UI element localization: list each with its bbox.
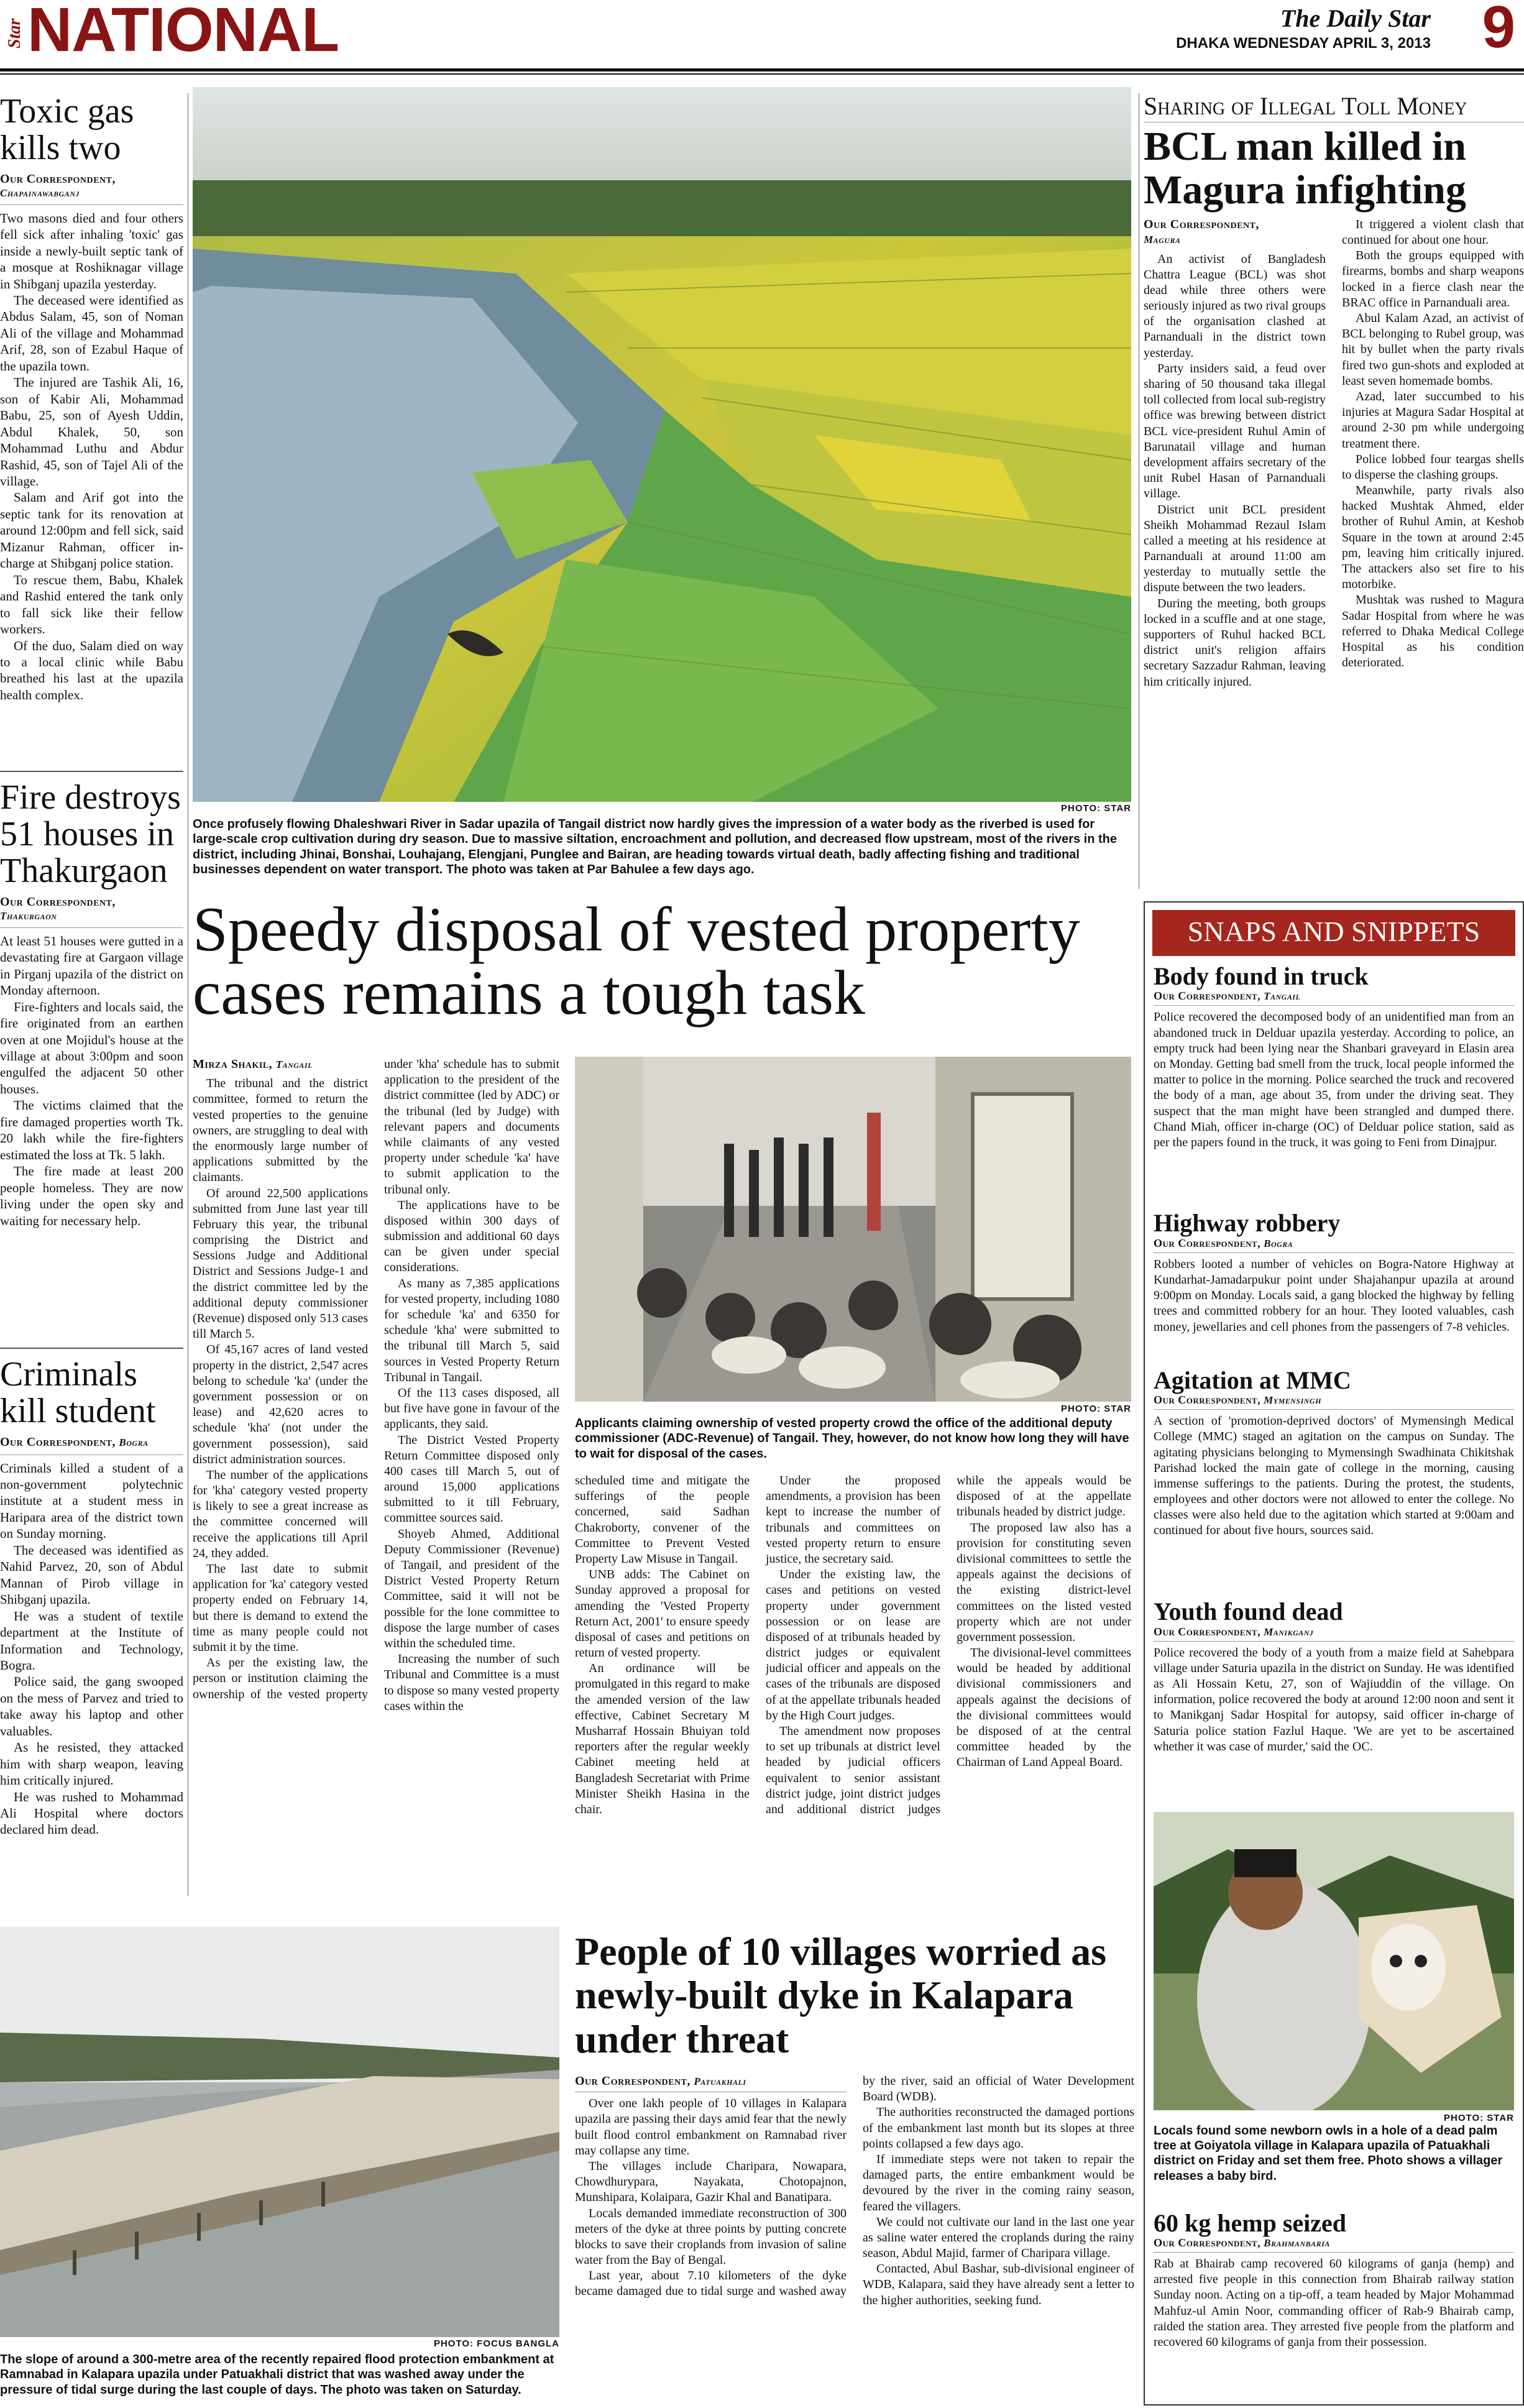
snippet (1154, 2210, 1514, 2381)
byline-location: Thakurgaon (0, 909, 57, 922)
byline: Our Correspondent, Manikganj (1154, 1625, 1514, 1642)
headline: Speedy disposal of vested property cases remains a tough task (193, 898, 1080, 1028)
body: Two masons died and four others fell sick after inhaling 'toxic' gas inside a newly-built septic tank of a mosque at Roshiknagar village in Shibganj upazila yesterday. The deceased were identified as Abdus Salam, 45, son of Noman Ali of the village and Mohammad Arif, 28, son of Ezabul Haque of the upazila town. The injured are Tashik Ali, 16, son of Kabir Ali, Mohammad Babu, 25, son of Ayesh Uddin, Abdul Khalek, 50, son Mohammad Luthu and Abdur Rashid, 45, son of Tajel Ali of the village. Salam and Arif got into the septic tank for its renovation at around 12:00pm and fell sick, said Mizanur Rahman, officer in-charge at Shibganj police station. To rescue them, Babu, Khalek and Rashid entered the tank only to fall sick like their fellow workers. Of the duo, Salam died on way to a local clinic while Babu breathed his last at the upazila health complex. (0, 210, 183, 702)
byline: Our Correspondent, Tangail (1154, 990, 1514, 1006)
byline: Our Correspondent, Thakurgaon (0, 895, 183, 922)
snippet-title: Body found in truck (1154, 962, 1369, 990)
owl-photo (1154, 1812, 1514, 2110)
body: Mirza Shakil, Tangail The tribunal and the district committee, formed to return the vested properties to the genuine owners, are struggling to deal with the enormously large number of applications submitted by the claimants. Of around 22,500 applications submitted from June last year till February this year, the tribunal comprising the District and Sessions Judge and Additional District and Sessions Judge-1 and the district committee led by the additional deputy commissioner (Revenue) disposed only 513 cases till March 5. Of 45,167 acres of land vested property in the district, 2,547 acres belong to schedule 'ka' (under the government possession or on lease) and 42,620 acres to schedule 'kha' (not under the government possession), said district administration sources. The number of the applications for 'kha' category vested property is likely to see a great increase as the committee concerned will receive the applications till April 24, they added. The last date to submit application for 'ka' category vested property ended on February 14, but there is demand to extend the time as many people could not submit it by the time. As per the existing law, the person or institution claiming the ownership of the vested property under 'kha' schedule has to submit application to the president of the district committee (led by ADC) or the tribunal (led by Judge) with relevant papers and documents while claimants of any vested property under schedule 'ka' have to submit application to the tribunal only. The applications have to be disposed within 300 days of submission and additional 60 days can be given under special considerations. As many as 7,385 applications for vested property, including 1080 for schedule 'ka' and 6350 for schedule 'kha' were submitted to the tribunal till March 5, said sources in Vested Property Return Tribunal in Tangail. Of the 113 cases disposed, all but five have gone in favour of the applicants, they said. The District Vested Property Return Committee disposed only 400 cases till March 5, out of around 15,000 applications submitted to it till February, committee sources said. Shoyeb Ahmed, Additional Deputy Commissioner (Revenue) of Tangail, and president of the District Vested Property Return Committee, said it will not be possible for the lone committee to dispose the large number of cases within the scheduled time. Increasing the number of such Tribunal and Committee is a must to dispose so many vested property cases within the (193, 1057, 559, 1713)
headline: Criminals kill student (0, 1354, 156, 1431)
byline-location: Magura (1144, 234, 1181, 246)
byline: Mirza Shakil, Tangail (193, 1057, 313, 1071)
snippet-body: A section of 'promotion-deprived doctors' of Mymensingh Medical College (MMC) staged an agitation on the campus on Sunday. The agitating physicians belonging to Mymensingh Swadhinata Chikitshak Parishad locked the main gate of college in the morning, causing immense sufferings to the patients. During the protest, the students, employees and other doctors were not allowed to enter the college. No classes were also held due to the agitation which started at 9:00am and continued for about five hours, sources said. (1154, 1414, 1514, 1538)
headline: Fire destroys 51 houses in Thakurgaon (0, 778, 181, 891)
photo-caption: Locals found some newborn owls in a hole of a dead palm tree at Goiyatola village in Kalapara upazila of Patuakhali district on Friday and set them free. Photo shows a villager releases a baby bird. (1154, 2123, 1503, 2183)
body: At least 51 houses were gutted in a devastating fire at Gargaon village in Pirganj upazila of the district on Monday afternoon. Fire-fighters and locals said, the fire originated from an earthen oven at one Mojidul's house at the village at about 3:00pm and soon engulfed the adjacent 50 other houses. The victims claimed that the fire damaged properties worth Tk. 20 lakh while the fire-fighters estimated the loss at Tk. 5 lakh. The fire made at least 200 people homeless. They are now living under the open sky and waiting for necessary help. (0, 933, 183, 1228)
photo-credit: PHOTO: STAR (1444, 2112, 1514, 2123)
photo-credit: PHOTO: STAR (1061, 1404, 1131, 1414)
headline: BCL man killed in Magura infighting (1144, 124, 1467, 213)
page-number: 9 (1482, 0, 1515, 60)
body: Our Correspondent, Patuakhali Over one lakh people of 10 villages in Kalapara upazila are passing their days amid fear that the newly built flood control embankment on Ramnabad river may collapse any time. The villages include Charipara, Nowapara, Chowdhurypara, Nayakata, Chotopajnon, Munshipara, Kolaipara, Gazir Khal and Banatipara. Locals demanded immediate reconstruction of 300 meters of the dyke at three points by putting concrete blocks to save their croplands from invasion of saline water from the Bay of Bengal. Last year, about 7.10 kilometers of the dyke became damaged due to tidal surge and washed away by the river, said an official of Water Development Board (WDB). The authorities reconstructed the damaged portions of the embankment last month but its slopes at three points collapsed a few days ago. If immediate steps were not taken to repair the damaged parts, the entire embankment would be devoured by the river in the coming rainy season, feared the villagers. We could not cultivate our land in the last one year as saline water entered the croplands during the rainy season, Abdul Majid, farmer of Charipara village. Contacted, Abul Bashar, sub-divisional engineer of WDB, Kalapara, said they have already sent a letter to the higher authorities, seeking fund. (575, 2074, 1134, 2307)
snippet-title: Highway robbery (1154, 1209, 1341, 1238)
byline: Our Correspondent, Mymensingh (1154, 1394, 1514, 1410)
dyke-photo (0, 1927, 559, 2337)
crowd-photo (575, 1057, 1131, 1402)
photo-caption: The slope of around a 300-metre area of the recently repaired flood protection embankment at Ramnabad in Kalapara upazila under Patuakhali district that was washed away under the pressure of tidal surge during the last couple of days. The photo was taken on Saturday. (0, 2353, 554, 2397)
snippet-title: 60 kg hemp seized (1154, 2208, 1346, 2237)
byline: Our Correspondent, Brahmanbaria (1154, 2236, 1514, 2253)
article-bcl (1144, 93, 1524, 889)
kicker: Sharing of Illegal Toll Money (1144, 93, 1524, 122)
photo-credit: PHOTO: FOCUS BANGLA (433, 2338, 559, 2349)
river-photo (193, 87, 1131, 802)
masthead (0, 0, 1524, 70)
snippet-body: Police recovered the body of a youth from a maize field at Sahebpara village under Saturia upazila in the district on Sunday. He was identified as Ali Hossain Ketu, 27, son of Wajiuddin of the village. On information, police recovered the body at around 12:00 noon and sent it to Manikganj Sadar Hospital for autopsy, said officer in-charge of Saturia police station Fazlul Haque. 'We are yet to be ascertained whether it was case of murder,' said the OC. (1154, 1645, 1514, 1753)
paper-mark: Star (5, 18, 24, 48)
snaps-box (1144, 901, 1524, 2406)
article-criminals (0, 1356, 183, 1908)
photo-credit: PHOTO: STAR (1061, 803, 1131, 814)
article-kalapara (575, 1930, 1134, 2406)
snippet (1154, 1210, 1514, 1356)
byline: Our Correspondent, Magura (1144, 217, 1326, 247)
snippet-title: Agitation at MMC (1154, 1366, 1351, 1394)
snippet (1154, 1599, 1514, 1800)
masthead-rule-thin (0, 73, 1524, 75)
byline: Our Correspondent, Patuakhali (575, 2074, 847, 2092)
snaps-header: SNAPS AND SNIPPETS (1152, 910, 1515, 956)
byline-location: Patuakhali (694, 2075, 746, 2087)
photo-caption: Once profusely flowing Dhaleshwari River in Sadar upazila of Tangail district now hardly gives the impression of a water body as the riverbed is used for large-scale crop cultivation during dry season. Due to massive siltation, encroachment and pollution, and decreased flow upstream, most of the rivers in the district, including Jhinai, Bonshai, Louhajang, Elengjani, Punglee and Bairan, are heading towards virtual death, badly affecting fishing and traditional businesses dependent on water transport. The photo was taken at Par Bahulee a few days ago. (193, 817, 1118, 877)
owl-image (1154, 1812, 1514, 2110)
headline: Toxic gas kills two (0, 93, 134, 168)
article-fire (0, 779, 183, 1340)
vested-body-left (193, 1057, 559, 1921)
river-field-image (193, 87, 1131, 802)
photo-caption: Applicants claiming ownership of vested property crowd the office of the additional deputy commissioner (ADC-Revenue) of Tangail. They, however, do not know how long they will have to wait for disposal of the cases. (575, 1417, 1129, 1461)
byline: Our Correspondent, Bogra (0, 1435, 149, 1449)
section-title: NATIONAL (27, 0, 339, 65)
byline-location: Bogra (119, 1436, 149, 1448)
snippet-title: Youth found dead (1154, 1597, 1343, 1626)
headline: People of 10 villages worried as newly-built dyke in Kalapara under threat (575, 1930, 1106, 2061)
body: Our Correspondent, Magura An activist of Bangladesh Chattra League (BCL) was shot dead while three others were seriously injured as two rival groups of the organisation clashed at Parnanduali in the district town yesterday. Party insiders said, a feud over sharing of 50 thousand taka illegal toll collected from local sub-registry office was brewing between district BCL vice-president Ruhul Amin of Barunatail village and human development affairs secretary of the unit Rubel Hasan of Parnanduali village. District unit BCL president Sheikh Mohammad Rezaul Islam called a meeting at his residence at Parnanduali at around 11:00 am yesterday to mutually settle the dispute between the two leaders. During the meeting, both groups locked in a scuffle and at one stage, supporters of Ruhul hacked BCL district unit's religion affairs secretary Sazzadur Rahman, leaving him critically injured. It triggered a violent clash that continued for about one hour. Both the groups equipped with firearms, bombs and sharp weapons locked in a fierce clash near the BRAC office in Parnanduali area. Abul Kalam Azad, an activist of BCL belonging to Rubel group, was hit by bullet when the party rivals fired two gun-shots and exploded at least seven homemade bombs. Azad, later succumbed to his injuries at Magura Sadar Hospital at around 2-30 pm while undergoing treatment there. Police lobbed four teargas shells to disperse the clashing groups. Meanwhile, party rivals also hacked Mushtak Ahmed, elder brother of Ruhul Amin, at Keshob Square in the town at around 2:45 pm, leaving him critically injured. The attackers also set fire to his motorbike. Mushtak was rushed to Magura Sadar Hospital from where he was referred to Dhaka Medical College Hospital as his condition deteriorated. (1144, 217, 1524, 689)
byline-location: Chapainawabganj (0, 186, 80, 199)
snippet-body: Rab at Bhairab camp recovered 60 kilograms of ganja (hemp) and arrested five people in this connection from Bhairab railway station Sunday noon. Acting on a tip-off, a team headed by Major Mohammad Mahfuz-ul Amin Noor, commanding officer of Rab-9 Bhairab camp, raided the station area. They arrested five people from the platform and recovered 60 kilograms of ganja from their possession. (1154, 2256, 1514, 2349)
crowd-image (575, 1057, 1131, 1402)
dateline: DHAKA WEDNESDAY APRIL 3, 2013 (1176, 35, 1431, 52)
snippet (1154, 963, 1514, 1199)
dyke-image (0, 1927, 559, 2337)
masthead-rule (0, 68, 1524, 71)
paper-name: The Daily Star (1280, 4, 1431, 32)
snippet (1154, 1367, 1514, 1588)
vested-body-right (575, 1473, 1131, 1914)
byline: Our Correspondent, Chapainawabganj (0, 172, 183, 200)
body-continued: scheduled time and mitigate the sufferings of the people concerned, said Sadhan Chakroborty, convener of the Committee to Prevent Vested Property Law Misuse in Tangail. UNB adds: The Cabinet on Sunday approved a proposal for amending the 'Vested Property Return Act, 2001' to ensure speedy disposal of cases and petitions on return of vested property. An ordinance will be promulgated in this regard to make the amended version of the law effective, Cabinet Secretary M Musharraf Hossain Bhuiyan told reporters after the regular weekly Cabinet meeting held at Bangladesh Secretariat with Prime Minister Sheikh Hasina in the chair. Under the proposed amendments, a provision has been kept to increase the number of tribunals and committees on vested property return to ensure justice, the secretary said. Under the existing law, the cases and petitions on vested property under government possession or on lease are disposed of at tribunals headed by district judges or equivalent judicial officer and appeals on the cases of the tribunals are disposed of at the appellate tribunals headed by the High Court judges. The amendment now proposes to set up tribunals at district level headed by judicial officers equivalent to senior assistant district judge, joint district judges and additional district judges while the appeals would be disposed of at the appellate tribunals headed by district judge. The proposed law also has a provision for constituting seven divisional committees to settle the appeals against the decisions of the existing district-level committees on the listed vested property which are not under government possession. The divisional-level committees would be headed by additional divisional commissioners and appeals against the decisions of the divisional committees would be disposed of at the central committee headed by the Chairman of Land Appeal Board. (575, 1474, 1131, 1816)
byline: Our Correspondent, Bogra (1154, 1237, 1514, 1253)
byline-location: Tangail (275, 1059, 313, 1070)
article-toxic (0, 93, 183, 763)
snippet-body: Robbers looted a number of vehicles on Bogra-Natore Highway at Kundarhat-Jamadarpukur point under Shajahanpur upazila at around 9:00pm on Monday. Locals said, a gang blocked the highway by felling trees and committed robbery for an hour. They looted valuables, cash money, jewellaries and cell phones from the passengers of 7-8 vehicles. (1154, 1257, 1514, 1334)
body: Criminals killed a student of a non-government polytechnic institute at a student mess in Haripara area of the district town on Sunday morning. The deceased was identified as Nahid Parvez, 20, son of Abdul Mannan of Pirob village in Shibganj upazila. He was a student of textile department at the Institute of Information and Technology, Bogra. Police said, the gang swooped on the mess of Parvez and tried to take away his laptop and other valuables. As he resisted, they attacked him with sharp weapon, leaving him critically injured. He was rushed to Mohammad Ali Hospital where doctors declared him dead. (0, 1460, 183, 1837)
snippet-body: Police recovered the decomposed body of an unidentified man from an abandoned truck in Delduar upazila yesterday. According to police, an empty truck had been lying near the Shanbari graveyard in Elasin area on Monday. Getting bad smell from the truck, local people informed the matter to police in the morning. Police searched the truck and recovered the body of a man, age about 35, from under the driving seat. They suspect that the man might have been strangled and dumped there. Chand Miah, officer in-charge (OC) of Delduar police station, said as per the papers found in the truck, it was going to Feni from Dinajpur. (1154, 1010, 1514, 1149)
